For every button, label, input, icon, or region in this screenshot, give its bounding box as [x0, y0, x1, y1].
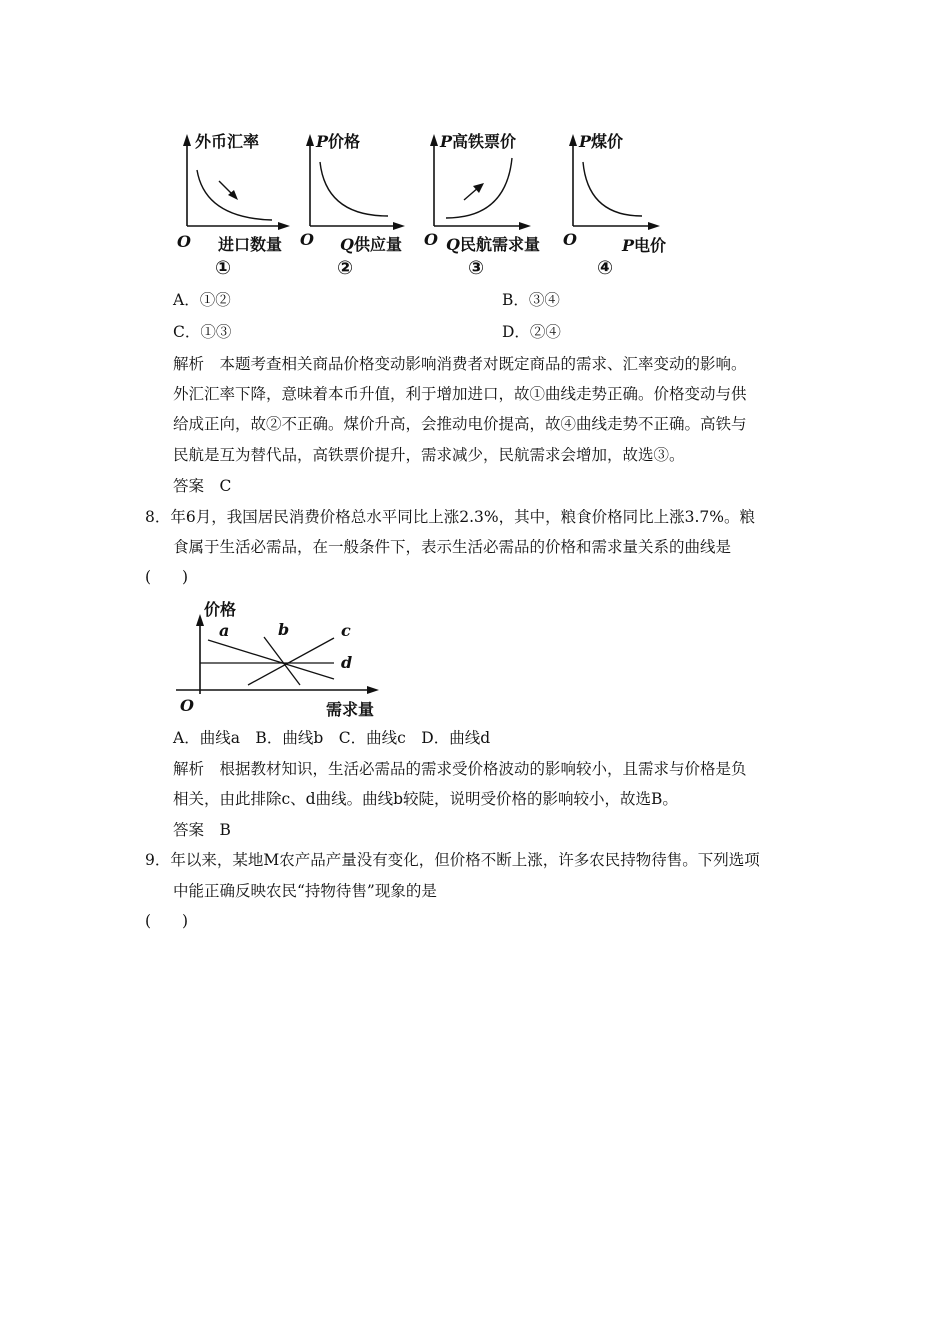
curve-c-label: c: [341, 621, 351, 640]
curve-b: [264, 637, 300, 685]
q7-option-d[interactable]: D．②④: [502, 323, 561, 341]
q7-answer: 答案 C: [173, 477, 232, 495]
q7-analysis-line-3: 给成正向，故②不正确。煤价升高，会推动电价提高，故④曲线走势不正确。高铁与: [173, 415, 747, 433]
graph-3-p: P: [440, 132, 453, 151]
graph-3-origin: O: [424, 230, 438, 249]
q8-answer: 答案 B: [173, 821, 231, 839]
graph-3-number: ③: [468, 257, 485, 279]
graph-1-origin: O: [177, 232, 191, 251]
graph-4-p: P: [579, 132, 592, 151]
graph-2-origin: O: [300, 230, 314, 249]
graph-2-xlabel: 供应量: [353, 235, 402, 254]
q7-option-c[interactable]: C．①③: [173, 323, 232, 341]
q8-stem-line-2: 食属于生活必需品，在一般条件下，表示生活必需品的价格和需求量关系的曲线是: [173, 538, 732, 556]
q7-analysis-line-2: 外汇汇率下降，意味着本币升值，利于增加进口，故①曲线走势正确。价格变动与供: [173, 385, 747, 403]
q7-option-a[interactable]: A．①②: [173, 291, 231, 309]
graph-2-number: ②: [337, 257, 354, 279]
q8-analysis-line-2: 相关，由此排除c、d曲线。曲线b较陡，说明受价格的影响较小，故选B。: [173, 790, 678, 808]
graph-2-q: Q: [340, 235, 354, 254]
graph-3-q: Q: [446, 235, 460, 254]
q8-graph-ylabel: 价格: [204, 600, 237, 619]
curve-b-label: b: [278, 620, 290, 639]
q8-blank: ( ): [145, 568, 189, 586]
curve-a-label: a: [219, 621, 230, 640]
graph-4-ylabel: 煤价: [591, 132, 624, 151]
curve-c: [248, 638, 334, 685]
graph-1-xlabel: 进口数量: [218, 235, 283, 254]
graph-4-xlabel: 电价: [634, 236, 667, 255]
q7-analysis-line-1: 解析 本题考查相关商品价格变动影响消费者对既定商品的需求、汇率变动的影响。: [173, 355, 747, 373]
q8-graph-xlabel: 需求量: [326, 700, 375, 719]
graph-2-ylabel: 价格: [328, 132, 361, 151]
graph-4-number: ④: [597, 257, 614, 279]
q8-stem-line-1: 8．年6月，我国居民消费价格总水平同比上涨2.3%，其中，粮食价格同比上涨3.7%。粮: [145, 508, 755, 526]
q8-graph-origin: O: [180, 696, 194, 715]
graph-1-ylabel: 外币汇率: [195, 132, 260, 151]
q9-stem-line-1: 9．年以来，某地M农产品产量没有变化，但价格不断上涨，许多农民持物待售。下列选项: [145, 851, 760, 869]
graph-2-p: P: [316, 132, 329, 151]
graph-4-origin: O: [563, 230, 577, 249]
q9-stem-line-2: 中能正确反映农民“持物待售”现象的是: [173, 882, 437, 900]
graph-3-ylabel: 高铁票价: [452, 132, 517, 151]
graph-4-xp: P: [622, 236, 635, 255]
q7-analysis-line-4: 民航是互为替代品，高铁票价提升，需求减少，民航需求会增加，故选③。: [173, 446, 685, 464]
q9-blank: ( ): [145, 912, 189, 930]
q8-analysis-line-1: 解析 根据教材知识，生活必需品的需求受价格波动的影响较小，且需求与价格是负: [173, 760, 747, 778]
q7-option-b[interactable]: B．③④: [502, 291, 560, 309]
graph-3-xlabel: 民航需求量: [459, 235, 540, 254]
curve-d-label: d: [341, 653, 353, 672]
q8-options[interactable]: A．曲线a B．曲线b C．曲线c D．曲线d: [173, 729, 491, 747]
graph-1-number: ①: [215, 257, 232, 279]
